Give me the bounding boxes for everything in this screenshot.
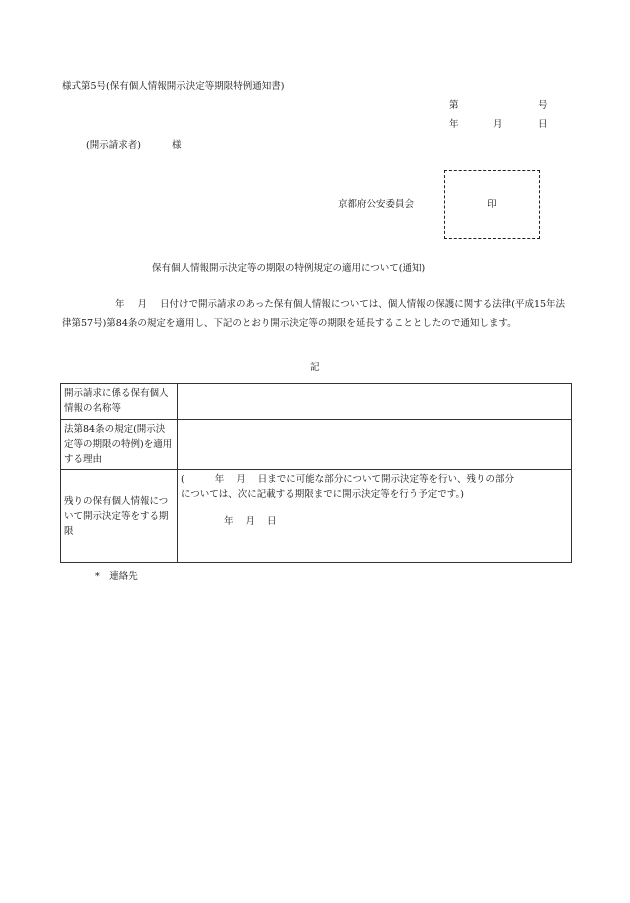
deadline-month: 月: [245, 516, 256, 527]
table-row: [61, 384, 572, 420]
notice-body: [62, 295, 570, 333]
deadline-year: 年: [224, 516, 234, 527]
form-title: 様式第5号(保有個人情報開示決定等期限特例通知書): [62, 81, 285, 92]
deadline-note-line1: [181, 472, 568, 487]
note-open-paren: (: [181, 474, 185, 485]
requester-honorific: 様: [172, 140, 182, 151]
notice-title: 保有個人情報開示決定等の期限の特例規定の適用について(通知): [152, 263, 426, 274]
row-value-info-name: [178, 384, 572, 420]
issue-date-year: 年: [449, 119, 459, 130]
document-number-suffix: 号: [538, 100, 548, 111]
note-text-1: 日までに可能な部分について開示決定等を行い、残りの部分: [257, 474, 515, 485]
issuer-name: 京都府公安委員会: [338, 199, 415, 210]
seal-label: 印: [487, 199, 497, 210]
table-row: [61, 470, 572, 563]
row-value-deadline: [178, 470, 572, 563]
note-year: 年: [214, 474, 225, 485]
note-month: 月: [236, 474, 246, 485]
document-number-prefix: 第: [449, 100, 459, 111]
body-month: 月: [137, 299, 148, 310]
body-text: 日付けで開示請求のあった保有個人情報については、個人情報の保護に関する法律(平成15年法律第57号)第84条の規定を適用し、下記のとおり開示決定等の期限を延長することとしたので通知します。: [62, 299, 566, 329]
body-year: 年: [115, 299, 125, 310]
detail-table: [60, 383, 572, 563]
row-value-reason: [178, 420, 572, 470]
ki-heading: 記: [310, 362, 320, 373]
issue-date-day: 日: [538, 119, 548, 130]
row-label-deadline: 残りの保有個人情報について開示決定等をする期限: [61, 470, 178, 563]
issue-date-month: 月: [493, 119, 503, 130]
row-label-info-name: 開示請求に係る保有個人情報の名称等: [61, 384, 178, 420]
requester-label: (開示請求者): [86, 140, 141, 151]
table-row: [61, 420, 572, 470]
contact-label: * 連絡先: [95, 571, 138, 582]
deadline-note-line2: については、次に記載する期限までに開示決定等を行う予定です。): [181, 489, 465, 500]
row-label-reason: 法第84条の規定(開示決定等の期限の特例)を適用する理由: [61, 420, 178, 470]
deadline-day: 日: [267, 516, 277, 527]
deadline-date: [181, 514, 568, 529]
seal-box: [444, 170, 540, 239]
